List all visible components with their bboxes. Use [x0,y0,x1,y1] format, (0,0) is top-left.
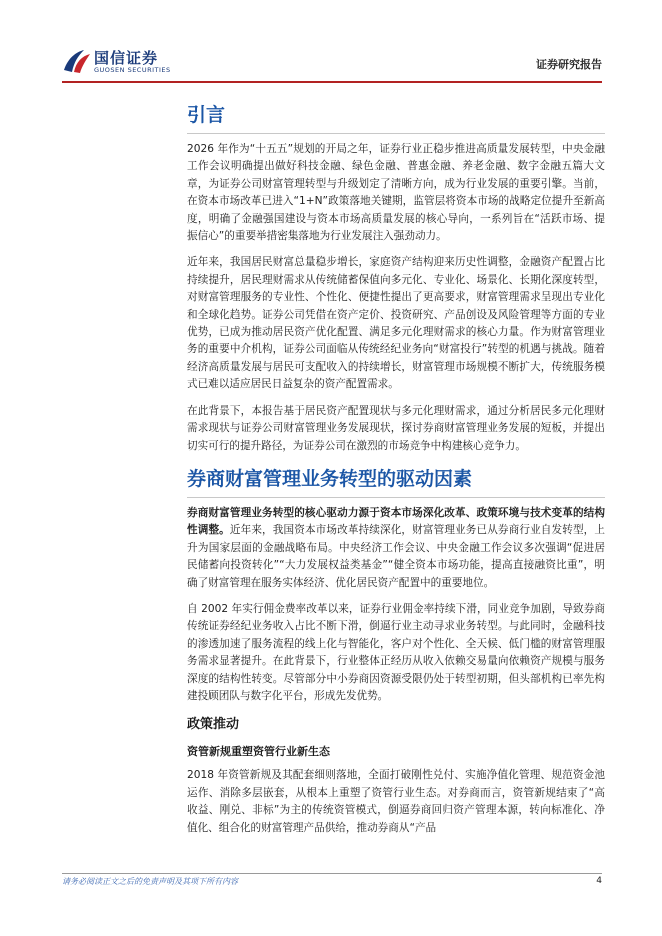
section-rule [187,497,605,498]
intro-paragraph-3: 在此背景下，本报告基于居民资产配置现状与多元化理财需求，通过分析居民多元化理财需求现状与证券公司财富管理业务发展现状，探讨券商财富管理业务发展的短板，并提出切实可行的提升路径，为证券公司在激烈的市场竞争中构建核心竞争力。 [187,404,605,452]
section-rule [187,133,605,134]
section-title-intro: 引言 [187,104,226,126]
footer-disclaimer: 请务必阅读正文之后的免责声明及其项下所有内容 [62,877,238,886]
policy-paragraph: 2018 年资管新规及其配套细则落地，全面打破刚性兑付、实施净值化管理、规范资金池运作、消除多层嵌套，从根本上重塑了资管行业生态。对券商而言，资管新规结束了“高收益、刚兑、非标”为主的传统资管模式，倒逼券商回归资产管理本源，转向标准化、净值化、组合化的财富管理产品供给，推动券商从“产品 [187,769,605,834]
logo-text-cn: 国信证券 [94,49,159,67]
main-content [187,100,605,846]
drivers-lead-bold: 券商财富管理业务转型的核心驱动力源于资本市场深化改革、政策环境与技术变革的结构性调整。 [187,506,605,537]
header-divider [62,81,602,83]
report-type-label: 证券研究报告 [536,58,602,71]
drivers-lead-rest: 近年来，我国资本市场改革持续深化，财富管理业务已从券商行业自发转型，上升为国家层面的金融战略布局。中央经济工作会议、中央金融工作会议多次强调“促进居民储蓄向投资转化”“大力发展权益类基金”“健全资本市场功能，提高直接融资比重”，明确了财富管理在服务实体经济、优化居民资产配置中的重要地位。 [187,524,606,589]
guosen-logo-icon [62,46,92,76]
subsubsection-title-asset-mgmt: 资管新规重塑资管行业新生态 [187,745,330,759]
footer-divider [62,873,602,874]
intro-paragraph-2: 近年来，我国居民财富总量稳步增长，家庭资产结构迎来历史性调整，金融资产配置占比持续提升，居民理财需求从传统储蓄保值向多元化、专业化、场景化、长期化深度转型，对财富管理服务的专业性、个性化、便捷性提出了更高要求，财富管理需求呈现出专业化和全球化趋势。证券公司凭借在资产定价、投资研究、产品创设及风险管理等方面的专业优势，已成为推动居民资产优化配置、满足多元化理财需求的核心力量。作为财富管理业务的重要中介机构，证券公司面临从传统经纪业务向“财富投行”转型的机遇与挑战。随着经济高质量发展与居民可支配收入的持续增长，财富管理市场规模不断扩大，传统服务模式已难以适应居民日益复杂的资产配置需求。 [187,256,605,391]
page-number: 4 [596,876,602,886]
intro-paragraph-1: 2026 年作为“十五五”规划的开局之年，证券行业正稳步推进高质量发展转型，中央金融工作会议明确提出做好科技金融、绿色金融、普惠金融、养老金融、数字金融五篇大文章，为证券公司财富管理转型与升级划定了清晰方向，成为行业发展的重要引擎。当前，在资本市场改革已进入“1+N”政策落地关键期，监管层将资本市场的战略定位提升至新高度，明确了金融强国建设与资本市场高质量发展的核心导向，一系列旨在“活跃市场、提振信心”的重要举措密集落地为行业发展注入强劲动力。 [187,143,605,243]
guosen-logo [62,44,182,78]
page-header [62,44,602,80]
drivers-paragraph-2: 自 2002 年实行佣金费率改革以来，证券行业佣金率持续下滑，同业竞争加剧，导致券商传统证券经纪业务收入占比不断下滑，倒逼行业主动寻求业务转型。与此同时，金融科技的渗透加速了服务流程的线上化与智能化，客户对个性化、全天候、低门槛的财富管理服务需求显著提升。在此背景下，行业整体正经历从收入依赖交易量向依赖资产规模与服务深度的结构性转变。尽管部分中小券商因资源受限仍处于转型初期，但头部机构已率先构建投顾团队与数字化平台，形成先发优势。 [187,602,605,702]
drivers-paragraph-1 [187,505,605,592]
subsection-title-policy: 政策推动 [187,717,240,733]
logo-text-en: GUOSEN SECURITIES [94,66,171,74]
section-title-drivers: 券商财富管理业务转型的驱动因素 [187,467,473,490]
